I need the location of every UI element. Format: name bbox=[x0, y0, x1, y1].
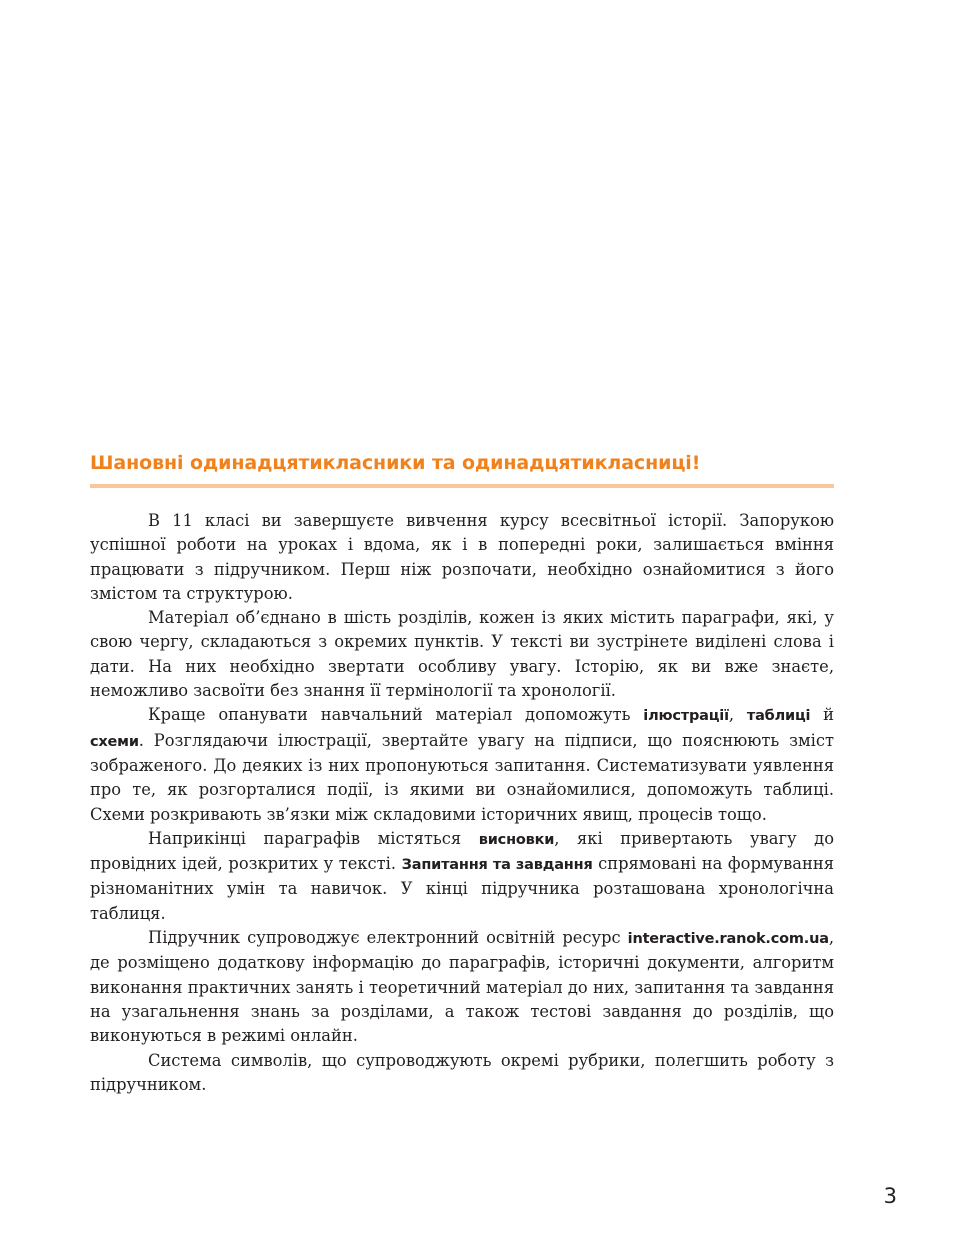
text-fragment: Підручник супроводжує електронний освітній ресурс bbox=[148, 928, 628, 948]
text-fragment: й bbox=[810, 705, 834, 725]
paragraph-5 bbox=[90, 926, 834, 1048]
keyword-schemes: схеми bbox=[90, 733, 139, 750]
paragraph-1: В 11 класі ви завершуєте вивчення курсу всесвітньої історії. Запорукою успішної роботи на уроках і вдома, як і в попередні роки, залишається вміння працювати з підручником. Перш ніж розпочати, необхідно ознайомитися з його змістом та структурою. bbox=[90, 511, 834, 603]
paragraph-3 bbox=[90, 703, 834, 826]
text-fragment: Краще опанувати навчальний матеріал допоможуть bbox=[148, 705, 644, 725]
text-fragment: , де розміщено додаткову інформацію до параграфів, історичні документи, алгоритм виконання практичних занять і теоретичний матеріал до них, запитання та завдання на узагальнення знань за розділами, а також тестові завдання до розділів, що виконуються в режимі онлайн. bbox=[90, 928, 834, 1046]
keyword-tables: таблиці bbox=[746, 708, 811, 725]
paragraph-2: Матеріал об’єднано в шість розділів, кожен із яких містить параграфи, які, у свою чергу, складаються з окремих пунктів. У тексті ви зустрінете виділені слова і дати. На них необхідно звертати особливу увагу. Історію, як ви вже знаєте, неможливо засвоїти без знання її термінології та хронології. bbox=[90, 608, 834, 701]
keyword-illustrations: ілюстрації bbox=[643, 708, 729, 725]
section-heading: Шановні одинадцятикласники та одинадцятикласниці! bbox=[90, 452, 701, 474]
text-fragment: , які привертають увагу до провідних ідей, розкритих у тексті. bbox=[90, 828, 834, 874]
page-number: 3 bbox=[883, 1184, 897, 1208]
keyword-questions-tasks: Запитання та завдання bbox=[401, 857, 593, 874]
text-fragment: , bbox=[728, 705, 747, 725]
paragraph-4 bbox=[90, 827, 834, 926]
intro-text bbox=[90, 509, 834, 1097]
paragraph-6: Система символів, що супроводжують окремі рубрики, полегшить роботу з підручником. bbox=[90, 1050, 834, 1094]
resource-url: interactive.ranok.com.ua bbox=[627, 931, 829, 948]
text-fragment: Наприкінці параграфів містяться bbox=[148, 828, 479, 848]
text-fragment: спрямовані на формування різноманітних умін та навичок. У кінці підручника розташована хронологічна таблиця. bbox=[90, 854, 834, 923]
heading-underline bbox=[90, 484, 834, 488]
keyword-conclusions: висновки bbox=[478, 831, 555, 848]
text-fragment: . Розглядаючи ілюстрації, звертайте увагу на підписи, що пояснюють зміст зображеного. До деяких із них пропонуються запитання. Систематизувати уявлення про те, як розгорталися події, із якими ви ознайомилися, допоможуть таблиці. Схеми розкривають зв’язки між складовими історичних явищ, процесів тощо. bbox=[90, 730, 834, 824]
